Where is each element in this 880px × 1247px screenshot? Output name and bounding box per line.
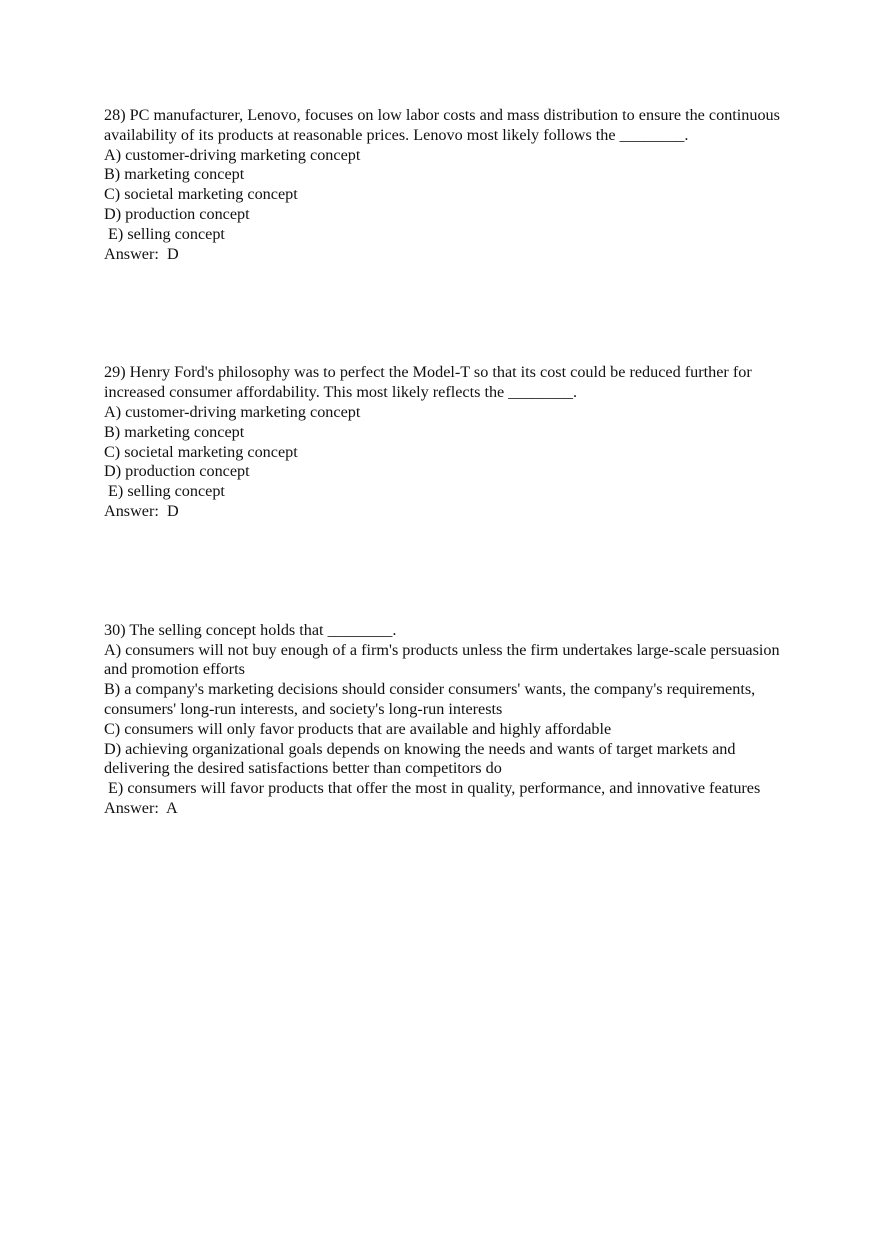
- question-stem: 28) PC manufacturer, Lenovo, focuses on low labor costs and mass distribution to ensure the continuous availability of its products at reasonable prices. Lenovo most likely follows the ________.: [104, 106, 780, 144]
- answer-line: Answer: D: [104, 244, 179, 263]
- option-b: B) a company's marketing decisions should consider consumers' wants, the company's requirements, consumers' long-run interests, and society's long-run interests: [104, 680, 756, 718]
- question-stem: 29) Henry Ford's philosophy was to perfect the Model-T so that its cost could be reduced further for increased consumer affordability. This most likely reflects the ________.: [104, 363, 752, 402]
- question-29: [104, 363, 784, 521]
- option-c: C) societal marketing concept: [104, 185, 298, 204]
- option-d: D) production concept: [104, 462, 250, 481]
- option-d: D) production concept: [104, 204, 250, 223]
- answer-line: Answer: D: [104, 501, 179, 520]
- option-d: D) achieving organizational goals depends on knowing the needs and wants of target markets and delivering the desired satisfactions better than competitors do: [104, 739, 736, 778]
- option-b: B) marketing concept: [104, 165, 245, 184]
- option-c: C) societal marketing concept: [104, 442, 298, 461]
- question-stem: 30) The selling concept holds that ________.: [104, 620, 397, 639]
- question-30: [104, 621, 784, 819]
- option-b: B) marketing concept: [104, 422, 245, 441]
- option-e: E) selling concept: [104, 224, 225, 243]
- option-c: C) consumers will only favor products that are available and highly affordable: [104, 719, 612, 738]
- option-a: A) customer-driving marketing concept: [104, 402, 361, 421]
- answer-line: Answer: A: [104, 798, 178, 817]
- option-a: A) consumers will not buy enough of a firm's products unless the firm undertakes large-scale persuasion and promotion efforts: [104, 640, 780, 679]
- document-page: [104, 106, 784, 819]
- question-28: [104, 106, 784, 264]
- option-e: E) consumers will favor products that offer the most in quality, performance, and innovative features: [104, 779, 761, 798]
- option-e: E) selling concept: [104, 482, 225, 501]
- option-a: A) customer-driving marketing concept: [104, 145, 361, 164]
